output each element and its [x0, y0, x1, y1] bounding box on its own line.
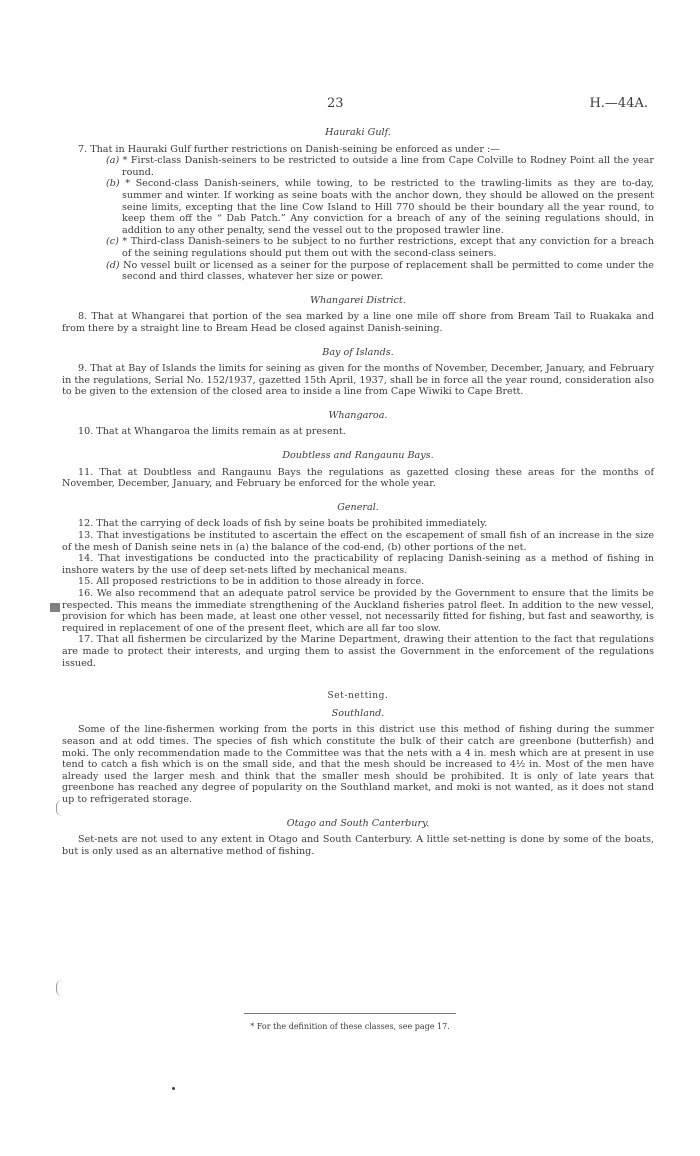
sub-item [106, 178, 654, 236]
sub-item-label: (c) [106, 236, 119, 248]
section-heading: Whangarei District. [310, 294, 406, 306]
page-header [0, 96, 700, 116]
sub-item [106, 155, 654, 178]
stamp-mark [50, 603, 60, 612]
section-heading: Doubtless and Rangaunu Bays. [282, 450, 434, 462]
sub-item-label: (d) [106, 259, 120, 271]
paragraph: 11. That at Doubtless and Rangaunu Bays the regulations as gazetted closing these areas for the months of November, December, January, and February be enforced for the whole year. [62, 466, 654, 490]
document-series-code: H.—44A. [589, 96, 648, 111]
sub-item [106, 259, 654, 283]
paragraph: Some of the line-fishermen working from the ports in this district use this method of fishing during the summer season and at odd times. The species of fish which constitute the bulk of their catch are greenbone (butterfish) and moki. The only recommendation made to the Committee was that the nets with a 4 in. mesh which are at present in use tend to catch a fish which is on the small side, and that the mesh should be increased to 4½ in. Most of the men have already used the larger mesh and think that the smaller mesh should be prohibited. It is only of late years that greenbone has reached any degree of popularity on the Southland market, and moki is not wanted, as it does not stand up to refrigerated storage. [62, 724, 654, 805]
set-netting-title: Set-netting. [327, 691, 389, 702]
section-heading: Southland. [331, 707, 385, 719]
sub-item [106, 236, 654, 259]
sub-item-label: (b) [106, 178, 120, 190]
section-heading: Whangaroa. [328, 409, 388, 421]
paragraph: 14. That investigations be conducted into the practicability of replacing Danish-seining as a method of fishing in inshore waters by the use of deep set-nets lifted by mechanical means. [62, 553, 654, 576]
footnote: * For the definition of these classes, see page 17. [250, 1022, 450, 1031]
paragraph: 17. That all fishermen be circularized by the Marine Department, drawing their attention to the fact that regulations are made to protect their interests, and urging them to assist the Government in the enforcement of the regulations issued. [62, 634, 654, 669]
section-heading: General. [337, 501, 379, 513]
section-heading: Bay of Islands. [322, 346, 394, 358]
paragraph: 12. That the carrying of deck loads of fish by seine boats be prohibited immediately. [78, 518, 488, 530]
paragraph: 8. That at Whangarei that portion of the sea marked by a line one mile off shore from Bream Tail to Ruakaka and from there by a straight line to Bream Head be closed against Danish-seining. [62, 311, 654, 334]
paragraph: 10. That at Whangaroa the limits remain as at present. [78, 426, 346, 438]
paragraph: Set-nets are not used to any extent in Otago and South Canterbury. A little set-netting is done by some of the boats, but is only used as an alternative method of fishing. [62, 834, 654, 857]
paragraph: 7. That in Hauraki Gulf further restrictions on Danish-seining be enforced as under :— [78, 143, 500, 155]
footnote-divider [244, 1013, 456, 1014]
paragraph: 16. We also recommend that an adequate patrol service be provided by the Government to ensure that the limits be respected. This means the immediate strengthening of the Auckland fisheries patrol fleet. In addition to the new vessel, provision for which has been made, at least one other vessel, not necessarily fitted for fishing, but fast and seaworthy, is required in replacement of one of the present fleet, which are all far too slow. [62, 588, 654, 634]
paragraph: 9. That at Bay of Islands the limits for seining as given for the months of November, December, January, and February in the regulations, Serial No. 152/1937, gazetted 15th April, 1937, shall be in force all the year round, consideration also to be given to the extension of the closed area to inside a line from Cape Wiwiki to Cape Brett. [62, 363, 654, 398]
sub-item-text: No vessel built or licensed as a seiner for the purpose of replacement shall be permitted to come under the second and third classes, whatever her size or power. [122, 259, 654, 283]
section-heading: Otago and South Canterbury. [286, 817, 430, 829]
paragraph: 13. That investigations be instituted to ascertain the effect on the escapement of small fish of an increase in the size of the mesh of Danish seine nets in (a) the balance of the cod-end, (b) other portions of the net. [62, 530, 654, 553]
paragraph: 15. All proposed restrictions to be in addition to those already in force. [78, 576, 425, 588]
page-number: 23 [327, 96, 344, 111]
document-body [62, 124, 654, 857]
sub-item-label: (a) [106, 155, 120, 167]
sub-item-text: * Second-class Danish-seiners, while towing, to be restricted to the trawling-limits as they are to-day, summer and winter. If working as seine boats with the anchor down, they should be allowed on the present seine limits, excepting that the line Cow Island to Hill 770 should be their boundary all the year round, to keep them off the “ Dab Patch.” Any conviction for a breach of any of the seining regulations should, in addition to any other penalty, send the vessel out to the proposed trawler line. [122, 178, 654, 236]
scan-speck [172, 1087, 175, 1090]
sub-item-text: * First-class Danish-seiners to be restricted to outside a line from Cape Colville to Rodney Point all the year round. [122, 155, 654, 178]
sub-item-text: * Third-class Danish-seiners to be subject to no further restrictions, except that any conviction for a breach of the seining regulations should put them out with the second-class seiners. [122, 236, 654, 259]
section-heading: Hauraki Gulf. [325, 127, 391, 138]
margin-bracket-mark [56, 980, 63, 996]
